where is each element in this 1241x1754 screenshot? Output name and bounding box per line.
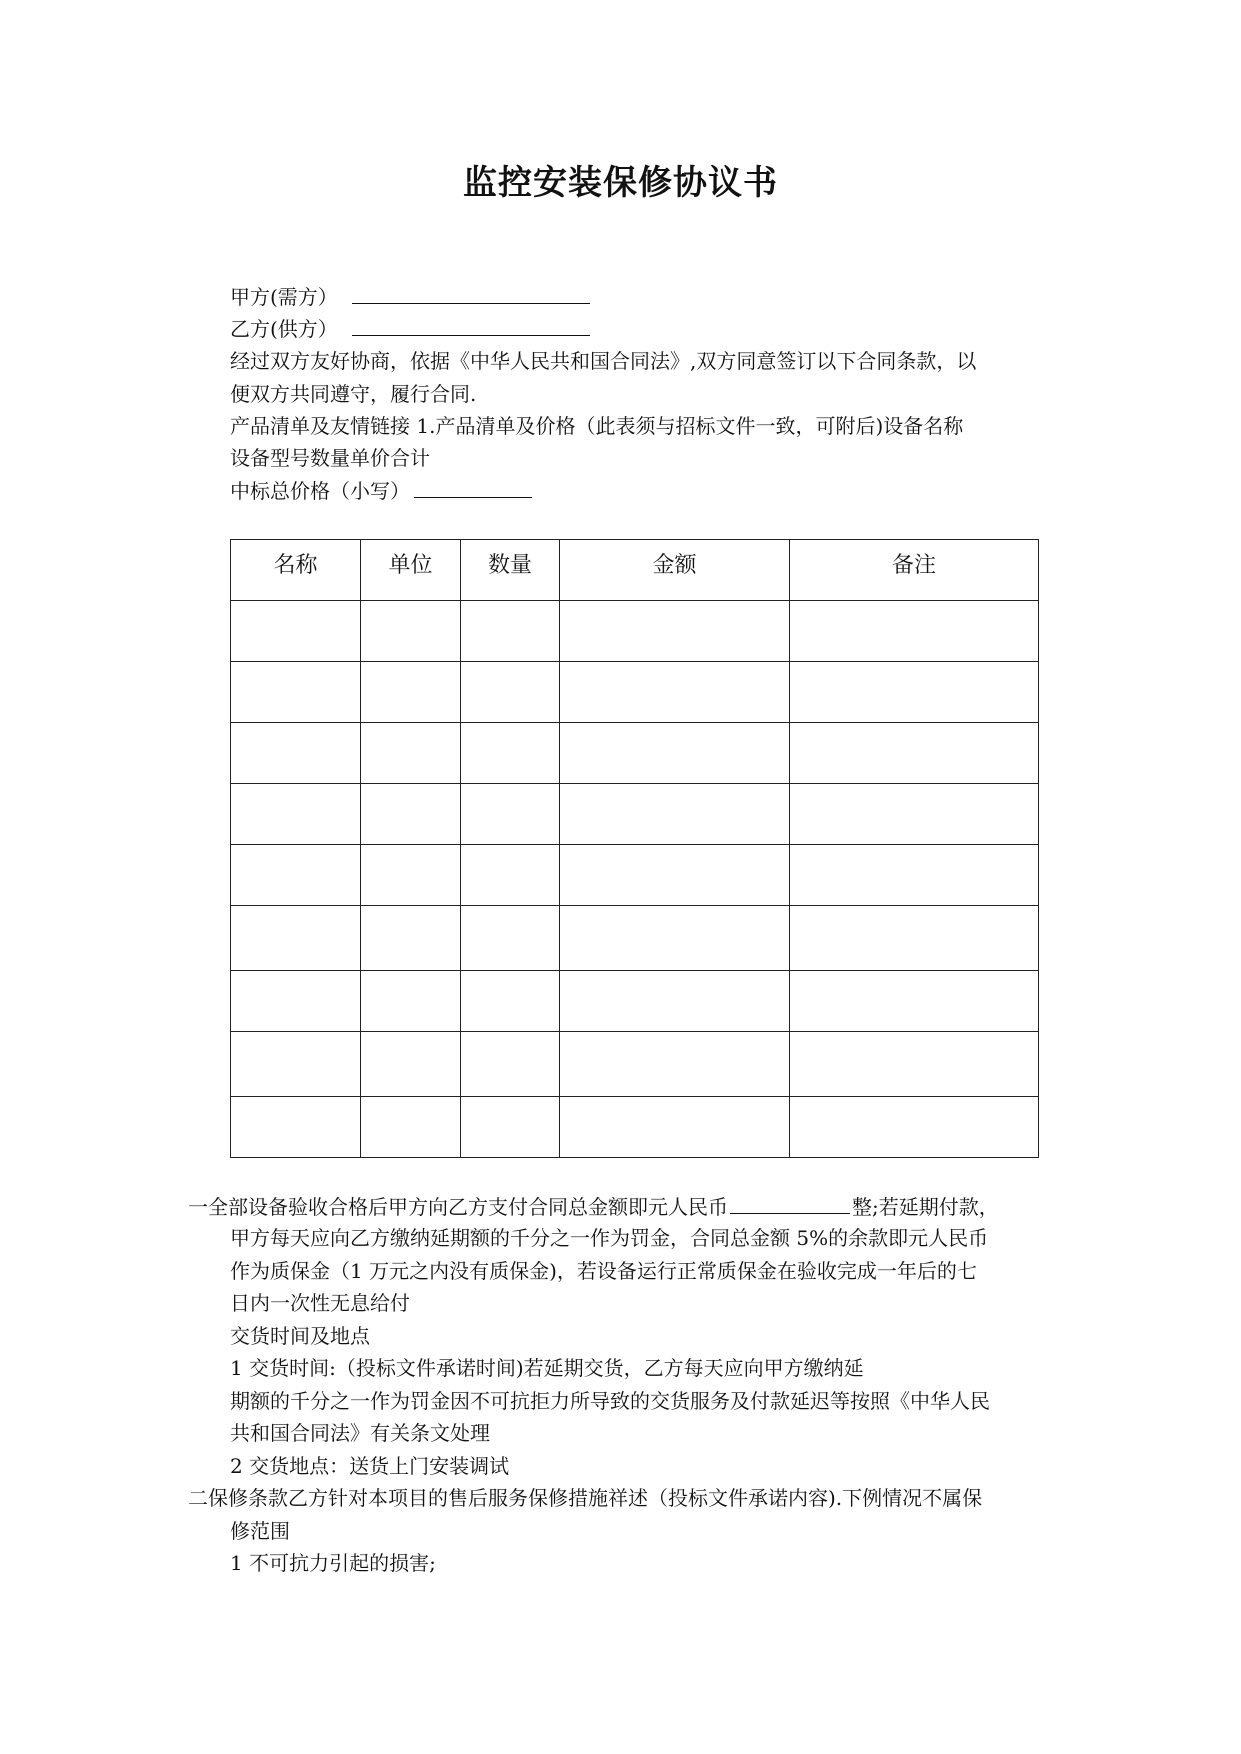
party-b-line <box>230 315 590 342</box>
table-cell[interactable] <box>560 784 790 845</box>
clause-one-text-b: 整;若延期付款， <box>852 1195 999 1219</box>
table-cell[interactable] <box>461 906 560 971</box>
table-cell[interactable] <box>361 906 461 971</box>
table-row <box>231 784 1039 845</box>
table-cell[interactable] <box>560 723 790 784</box>
table-cell[interactable] <box>461 971 560 1032</box>
table-row <box>231 1097 1039 1158</box>
table-row <box>231 971 1039 1032</box>
table-cell[interactable] <box>560 906 790 971</box>
table-cell[interactable] <box>461 1032 560 1097</box>
table-cell[interactable] <box>231 601 361 662</box>
product-line-1: 产品清单及友情链接 1.产品清单及价格（此表须与招标文件一致，可附后)设备名称 <box>230 414 964 438</box>
table-cell[interactable] <box>790 1097 1039 1158</box>
table-cell[interactable] <box>361 723 461 784</box>
table-row <box>231 601 1039 662</box>
table-cell[interactable] <box>560 971 790 1032</box>
clause-one-text-a: 一全部设备验收合格后甲方向乙方支付合同总金额即元人民币 <box>188 1195 728 1219</box>
table-header-row <box>231 540 1039 601</box>
product-line-2: 设备型号数量单价合计 <box>230 446 430 470</box>
delivery-line-3: 共和国合同法》有关条文处理 <box>230 1421 490 1445</box>
party-a-blank[interactable] <box>352 283 590 304</box>
table-cell[interactable] <box>231 1097 361 1158</box>
table-cell[interactable] <box>461 1097 560 1158</box>
intro-line-2: 便双方共同遵守，履行合同. <box>230 382 477 406</box>
total-price-label: 中标总价格（小写） <box>230 479 410 503</box>
party-a-label: 甲方(需方） <box>230 285 338 309</box>
clause-two-line-2: 修范围 <box>230 1519 290 1543</box>
table-cell[interactable] <box>461 845 560 906</box>
table-cell[interactable] <box>361 784 461 845</box>
table-cell[interactable] <box>790 784 1039 845</box>
clause-one-line-3: 作为质保金（1 万元之内没有质保金)，若设备运行正常质保金在验收完成一年后的七 <box>230 1259 977 1283</box>
party-a-line <box>230 283 590 310</box>
table-row <box>231 662 1039 723</box>
delivery-heading: 交货时间及地点 <box>230 1324 370 1348</box>
table-cell[interactable] <box>790 906 1039 971</box>
column-header-unit: 单位 <box>361 540 461 601</box>
table-cell[interactable] <box>560 845 790 906</box>
intro-line-1: 经过双方友好协商，依据《中华人民共和国合同法》,双方同意签订以下合同条款，以 <box>230 349 977 373</box>
column-header-quantity: 数量 <box>461 540 560 601</box>
column-header-name: 名称 <box>231 540 361 601</box>
delivery-line-2: 期额的千分之一作为罚金因不可抗拒力所导致的交货服务及付款延迟等按照《中华人民 <box>230 1389 990 1413</box>
delivery-line-1: 1 交货时间:（投标文件承诺时间)若延期交货，乙方每天应向甲方缴纳延 <box>230 1356 864 1380</box>
table-cell[interactable] <box>790 1032 1039 1097</box>
table-cell[interactable] <box>361 971 461 1032</box>
table-cell[interactable] <box>790 601 1039 662</box>
table-cell[interactable] <box>461 723 560 784</box>
table-cell[interactable] <box>790 662 1039 723</box>
table-cell[interactable] <box>361 1097 461 1158</box>
table-cell[interactable] <box>231 662 361 723</box>
table-cell[interactable] <box>361 662 461 723</box>
table-cell[interactable] <box>461 601 560 662</box>
table-cell[interactable] <box>560 1097 790 1158</box>
clause-one-line-1 <box>188 1193 999 1220</box>
table-cell[interactable] <box>790 845 1039 906</box>
table-row <box>231 845 1039 906</box>
delivery-line-4: 2 交货地点：送货上门安装调试 <box>230 1454 510 1478</box>
table-cell[interactable] <box>790 971 1039 1032</box>
table-cell[interactable] <box>361 1032 461 1097</box>
table-cell[interactable] <box>231 784 361 845</box>
clause-two-line-1: 二保修条款乙方针对本项目的售后服务保修措施祥述（投标文件承诺内容).下例情况不属保 <box>188 1486 983 1510</box>
total-price-blank[interactable] <box>414 477 532 498</box>
clause-one-line-2: 甲方每天应向乙方缴纳延期额的千分之一作为罚金，合同总金额 5%的余款即元人民币 <box>230 1226 989 1250</box>
table-cell[interactable] <box>790 723 1039 784</box>
table-row <box>231 723 1039 784</box>
column-header-amount: 金额 <box>560 540 790 601</box>
table-cell[interactable] <box>231 723 361 784</box>
table-cell[interactable] <box>231 845 361 906</box>
table-cell[interactable] <box>361 845 461 906</box>
product-table <box>230 539 1039 1158</box>
table-cell[interactable] <box>461 662 560 723</box>
table-cell[interactable] <box>361 601 461 662</box>
table-cell[interactable] <box>560 601 790 662</box>
table-row <box>231 1032 1039 1097</box>
party-b-label: 乙方(供方） <box>230 317 338 341</box>
table-cell[interactable] <box>560 1032 790 1097</box>
payment-amount-blank[interactable] <box>730 1193 850 1214</box>
table-cell[interactable] <box>231 971 361 1032</box>
clause-one-line-4: 日内一次性无息给付 <box>230 1291 410 1315</box>
table-cell[interactable] <box>461 784 560 845</box>
table-cell[interactable] <box>560 662 790 723</box>
table-cell[interactable] <box>231 906 361 971</box>
table-cell[interactable] <box>231 1032 361 1097</box>
table-row <box>231 906 1039 971</box>
total-price-line <box>230 477 532 504</box>
party-b-blank[interactable] <box>352 315 590 336</box>
column-header-remarks: 备注 <box>790 540 1039 601</box>
page-title: 监控安装保修协议书 <box>463 163 778 203</box>
clause-two-line-3: 1 不可抗力引起的损害; <box>230 1551 436 1575</box>
